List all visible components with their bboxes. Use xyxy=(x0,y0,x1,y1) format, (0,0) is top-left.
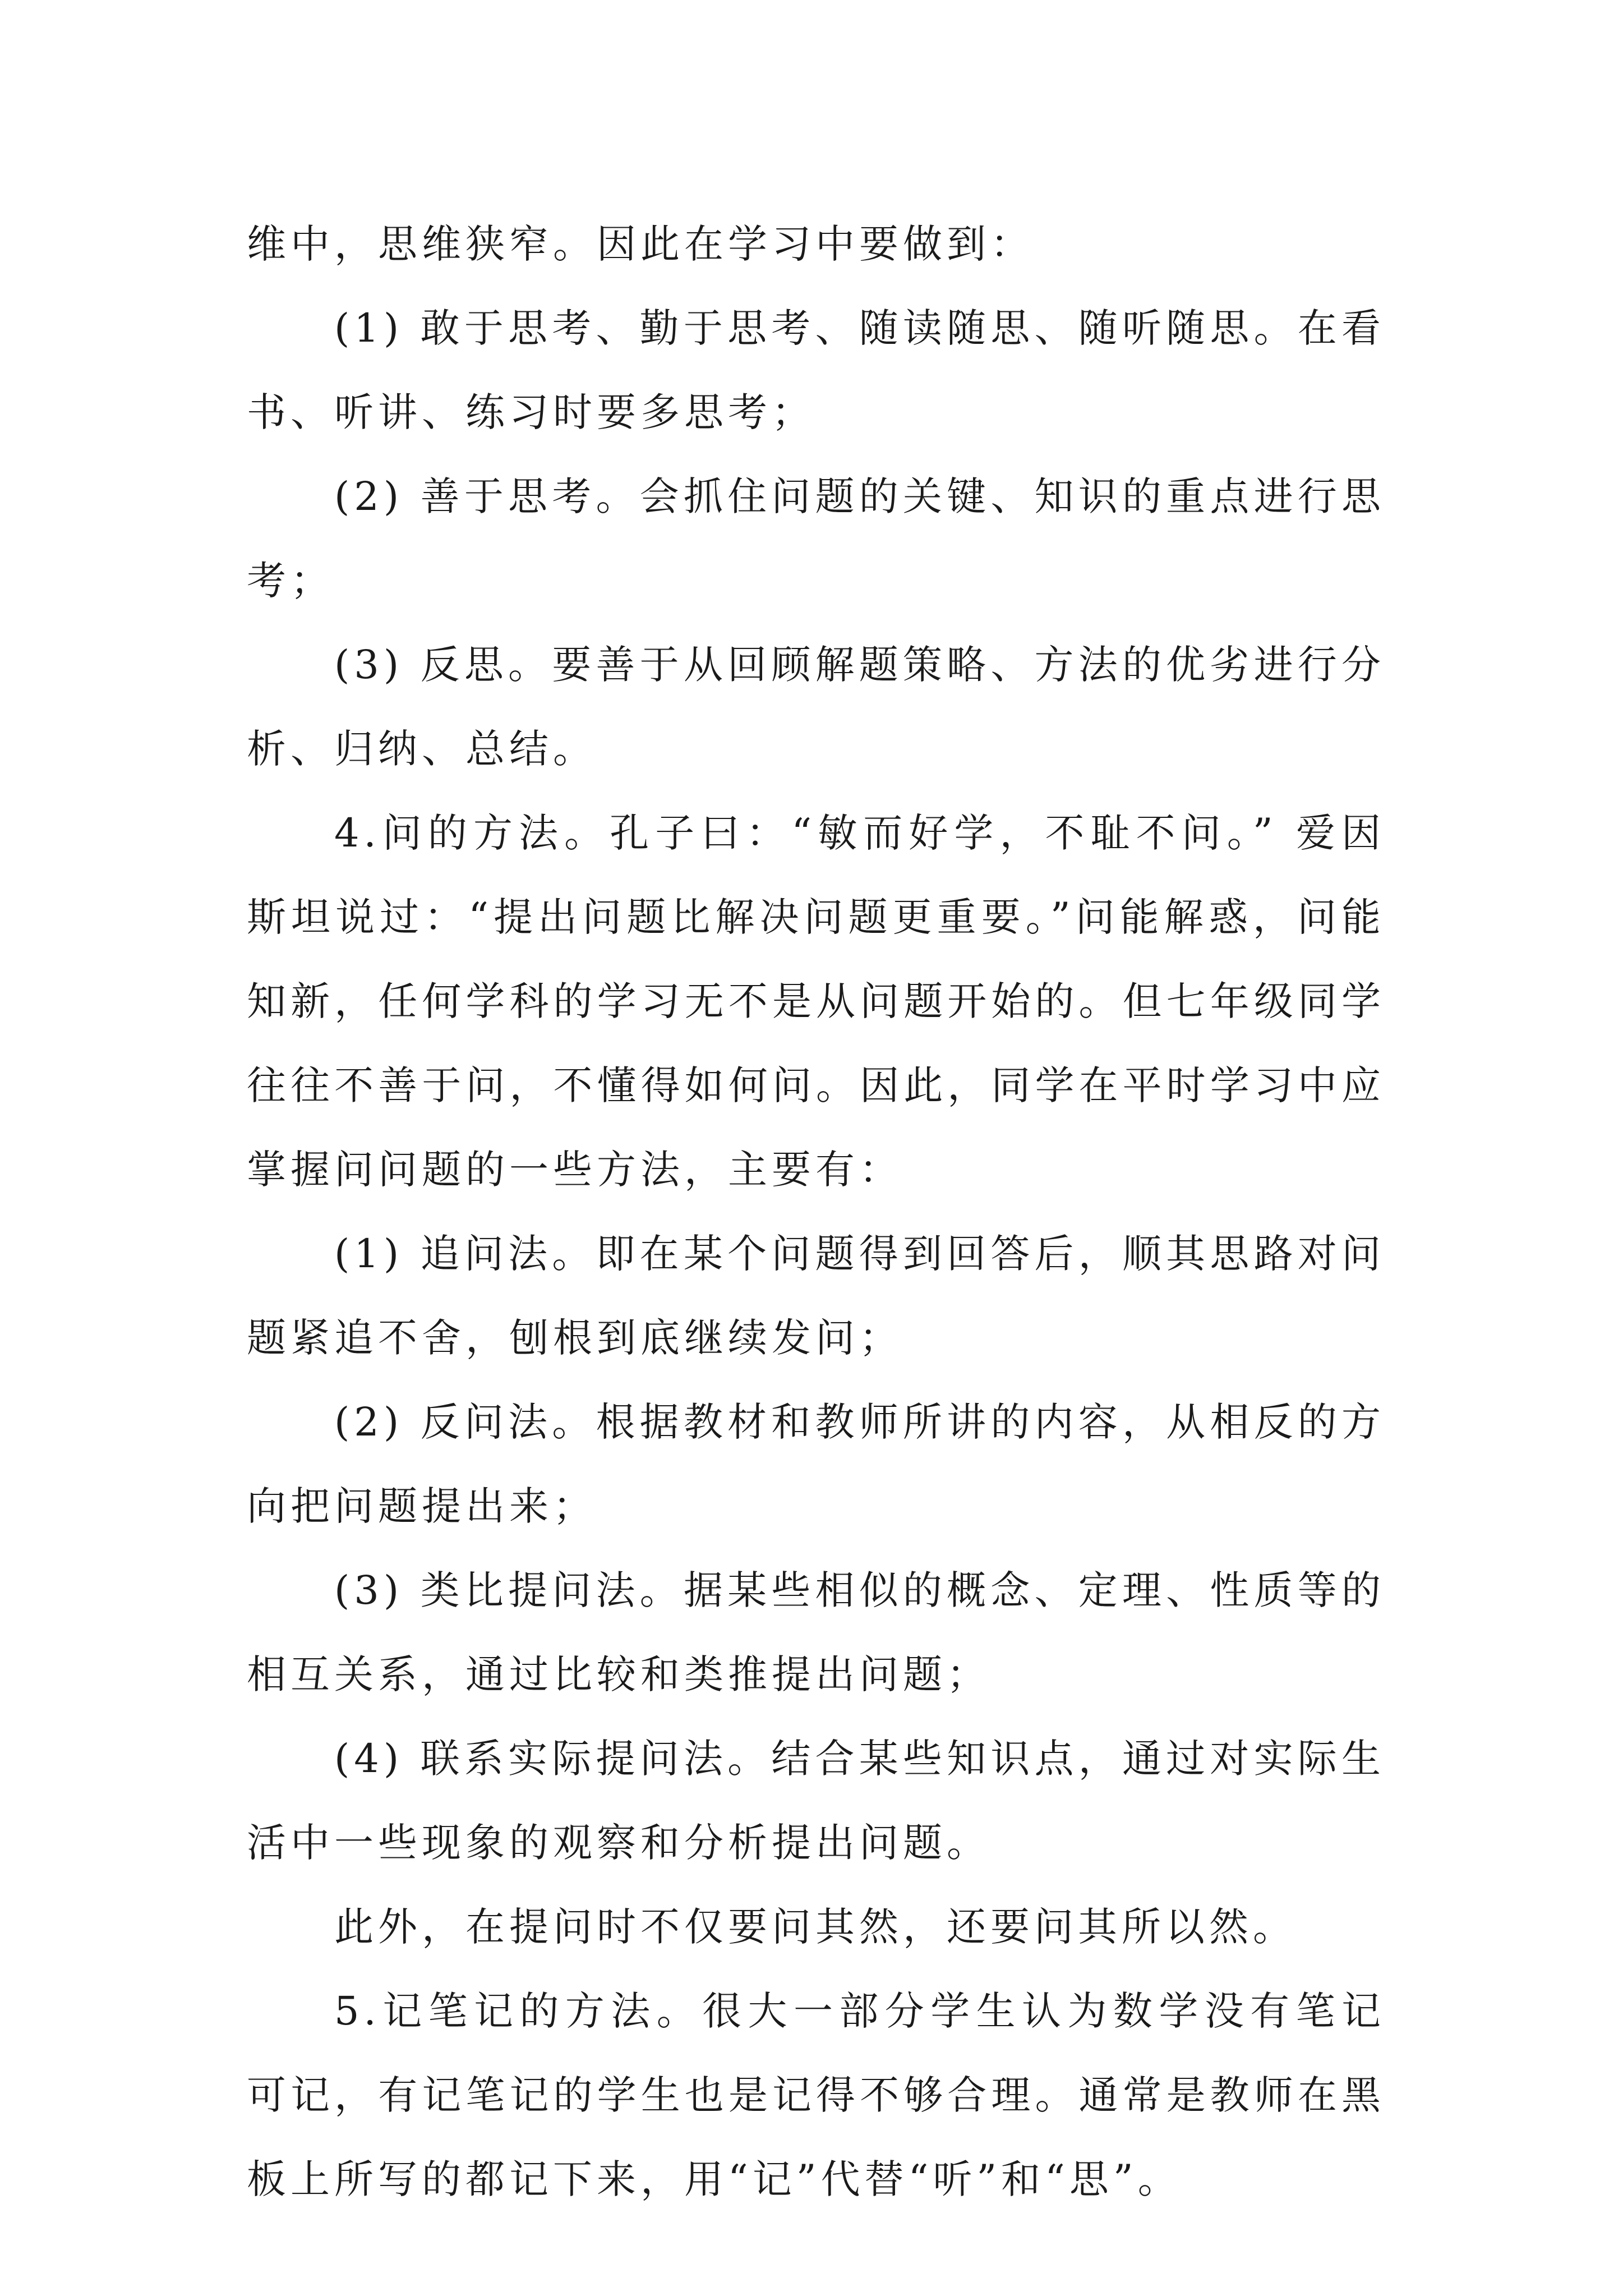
paragraph-think-item-2: (2) 善于思考。会抓住问题的关键、知识的重点进行思考； xyxy=(247,473,1385,604)
paragraph-ask-item-3: (3) 类比提问法。据某些相似的概念、定理、性质等的相互关系，通过比较和类推提出问题； xyxy=(247,1567,1385,1697)
paragraph-ask-item-4: (4) 联系实际提问法。结合某些知识点，通过对实际生活中一些现象的观察和分析提出问题。 xyxy=(247,1736,1385,1866)
paragraph-think-item-3: (3) 反思。要善于从回顾解题策略、方法的优劣进行分析、归纳、总结。 xyxy=(247,642,1385,772)
paragraph-think-item-1: (1) 敢于思考、勤于思考、随读随思、随听随思。在看书、听讲、练习时要多思考； xyxy=(247,305,1385,435)
paragraph-ask-method: 4.问的方法。孔子曰：“敏而好学，不耻不问。” 爱因斯坦说过：“提出问题比解决问题更重要。”问能解惑，问能知新，任何学科的学习无不是从问题开始的。但七年级同学往往不善于问，不懂得如何问。因此，同学在平时学习中应掌握问问题的一些方法，主要有： xyxy=(247,810,1385,1193)
paragraph-ask-item-2: (2) 反问法。根据教材和教师所讲的内容，从相反的方向把问题提出来； xyxy=(247,1399,1385,1529)
paragraph-notes-method: 5.记笔记的方法。很大一部分学生认为数学没有笔记可记，有记笔记的学生也是记得不够合理。通常是教师在黑板上所写的都记下来，用“记”代替“听”和“思”。 xyxy=(247,1988,1385,2202)
paragraph-ask-item-1: (1) 追问法。即在某个问题得到回答后，顺其思路对问题紧追不舍，刨根到底继续发问； xyxy=(247,1231,1385,1361)
paragraph-continuation: 维中，思维狭窄。因此在学习中要做到： xyxy=(247,221,1034,267)
paragraph-ask-note: 此外，在提问时不仅要问其然，还要问其所以然。 xyxy=(334,1904,1297,1950)
document-body xyxy=(247,202,1385,2221)
